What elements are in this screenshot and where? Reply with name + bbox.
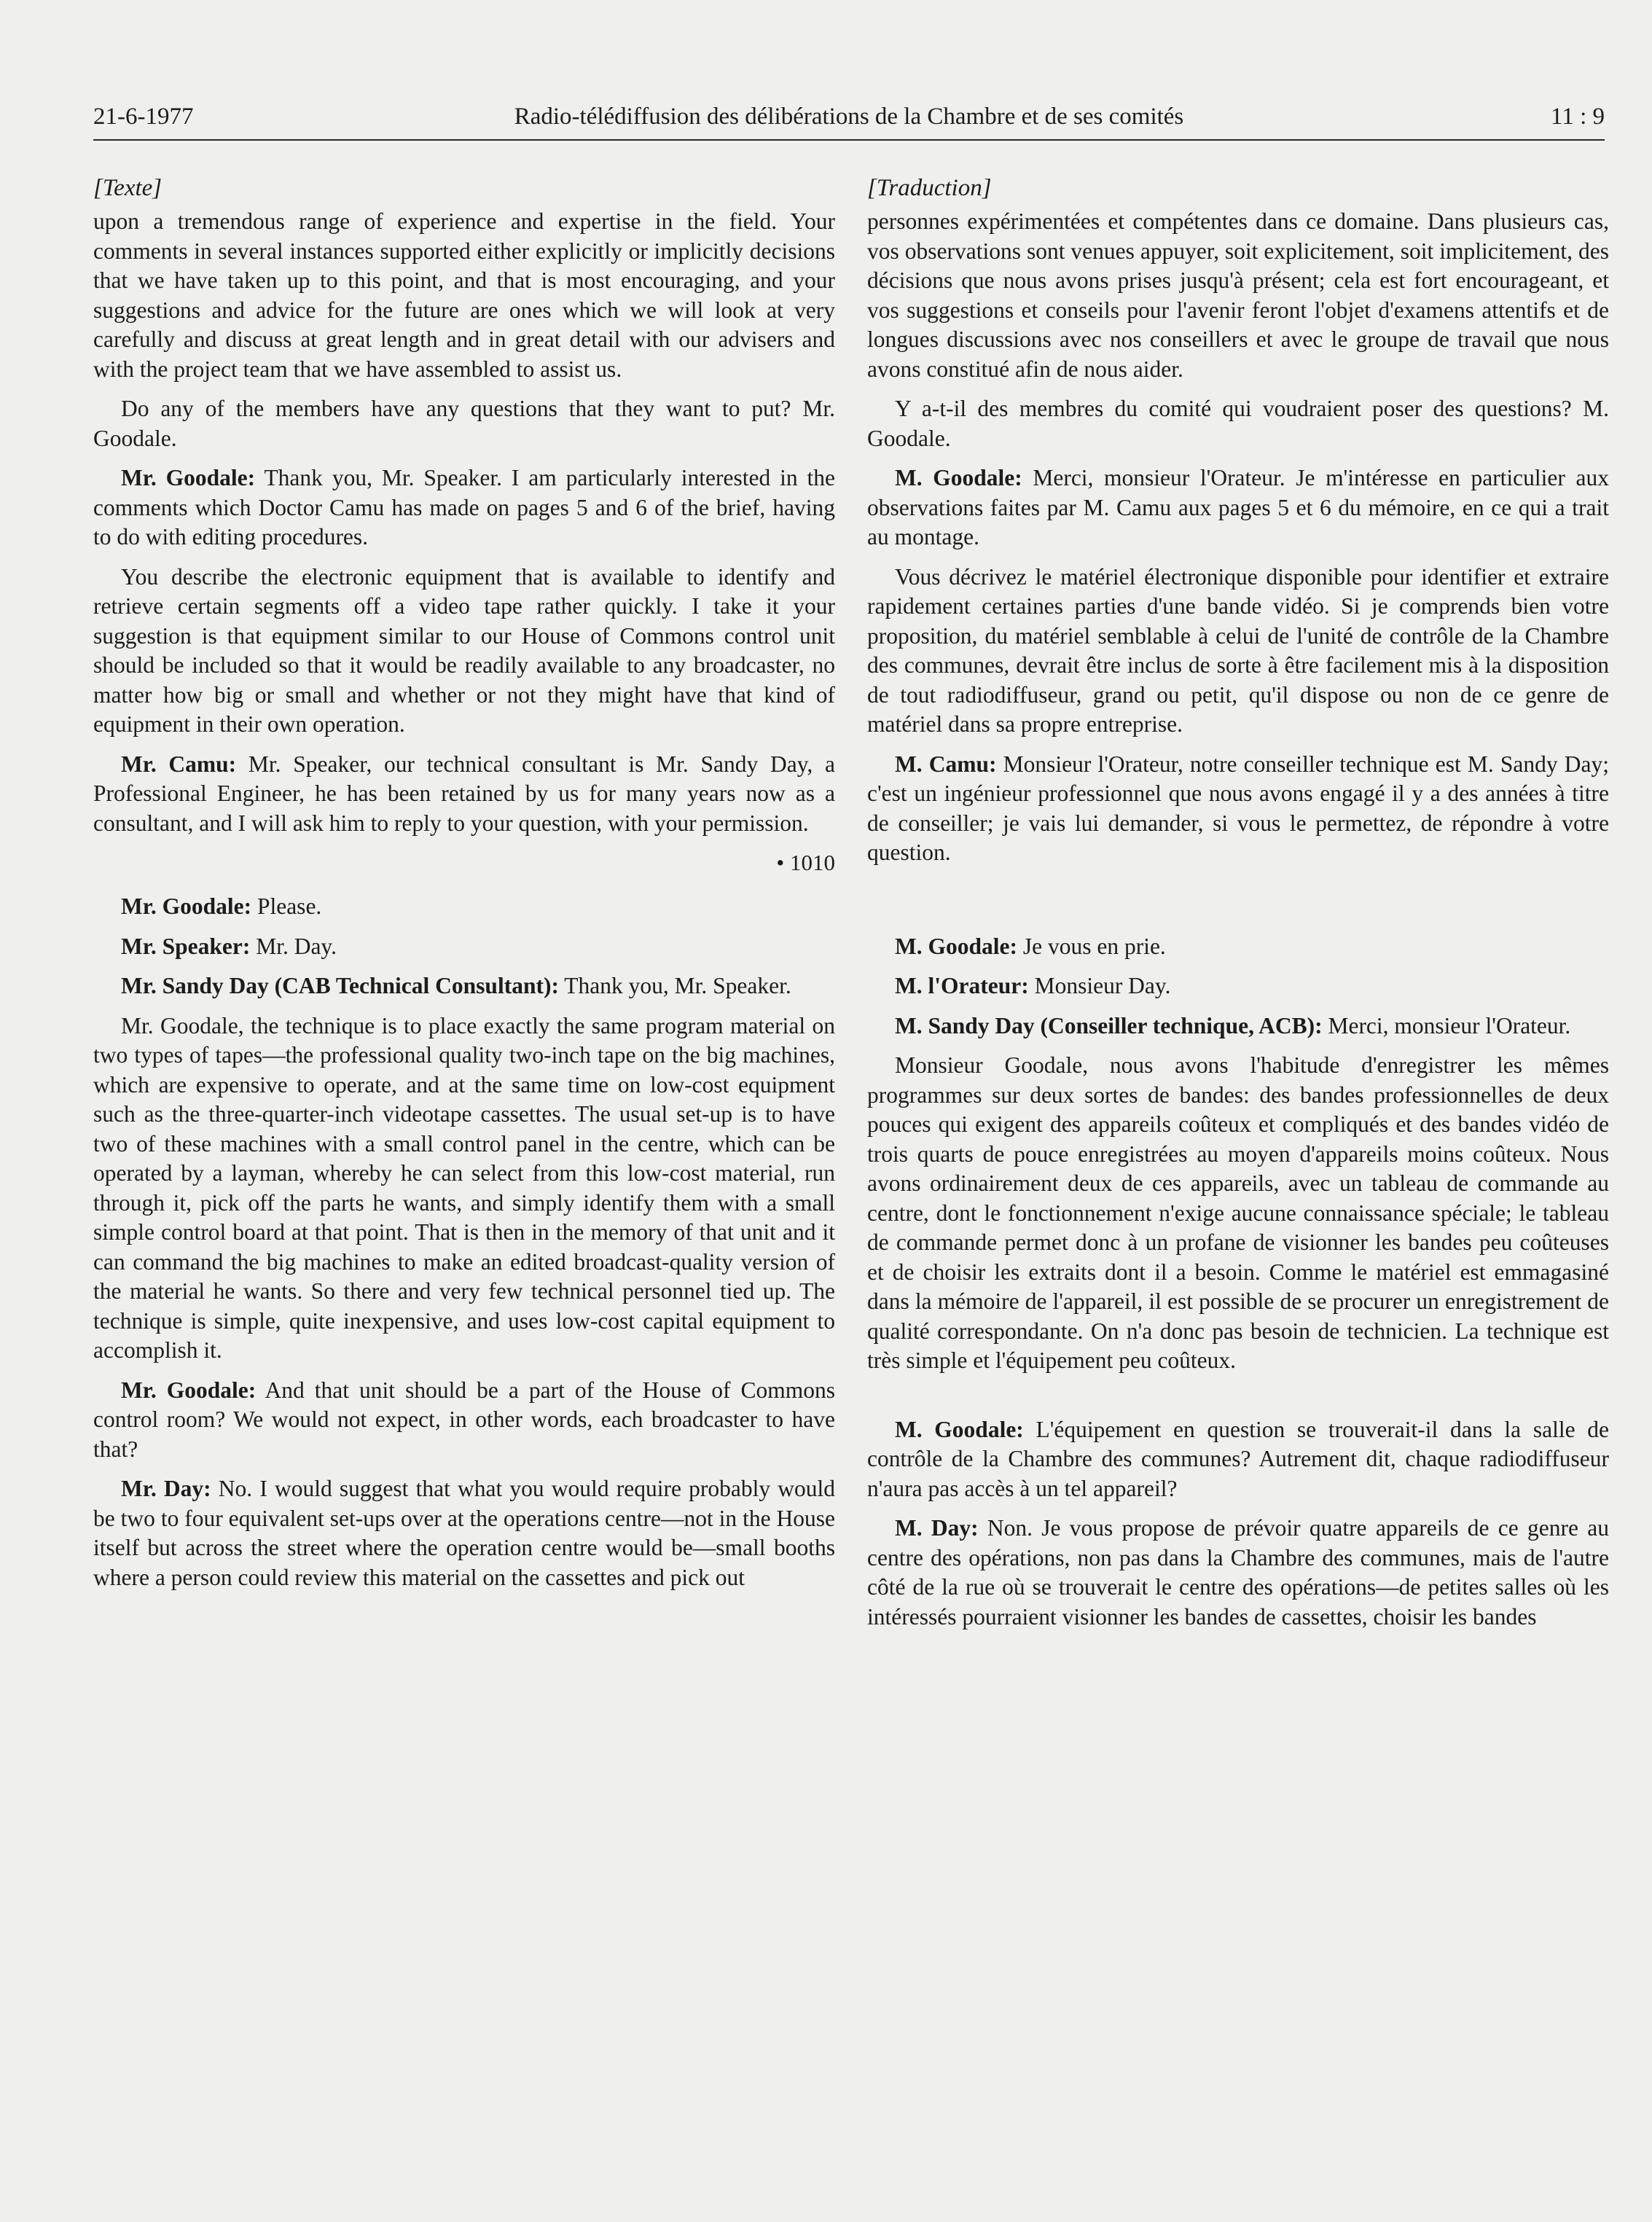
speech-text: Please.: [251, 893, 322, 919]
speaker-name: Mr. Goodale:: [121, 465, 256, 490]
speech-text: Je vous en prie.: [1017, 933, 1166, 959]
paragraph: upon a tremendous range of experience and expertise in the field. Your comments in several instances supported either explicitly or implicitly decisions that we have taken up to this point, and that is most encouraging, and your suggestions and advice for the future are ones which we will look at very carefully and discuss at great length and in great detail with our advisers and with the project team that we have assembled to assist us.: [93, 208, 835, 382]
english-column: [93, 173, 835, 1603]
paragraph: Do any of the members have any questions that they want to put? Mr. Goodale.: [93, 396, 835, 451]
speaker-paragraph: [93, 932, 835, 962]
speaker-paragraph: [867, 1415, 1609, 1504]
paragraph: Y a-t-il des membres du comité qui voudraient poser des questions? M. Goodale.: [867, 396, 1609, 451]
header-rule: [93, 139, 1605, 141]
speaker-name: M. Camu:: [895, 751, 997, 777]
header-date: 21-6-1977: [93, 103, 194, 130]
speaker-paragraph: [867, 750, 1609, 868]
speech-text: Merci, monsieur l'Orateur. Je m'intéresse en particulier aux observations faites par M. Camu aux pages 5 et 6 du mémoire, en ce qui a trait au montage.: [867, 465, 1609, 549]
speaker-paragraph: [93, 892, 835, 922]
speech-text: Merci, monsieur l'Orateur.: [1322, 1012, 1571, 1038]
speech-text: Mr. Day.: [250, 933, 337, 959]
speech-text: Thank you, Mr. Speaker.: [558, 973, 791, 998]
header-title: Radio-télédiffusion des délibérations de la Chambre et de ses comités: [514, 103, 1184, 130]
speaker-paragraph: [93, 1474, 835, 1592]
paragraph: You describe the electronic equipment that is available to identify and retrieve certain segments off a video tape rather quickly. I take it your suggestion is that equipment similar to our House of Commons control unit should be included so that it would be readily available to any broadcaster, no matter how big or small and whether or not they might have that kind of equipment in their own operation.: [93, 563, 835, 737]
speaker-name: M. Sandy Day (Conseiller technique, ACB):: [895, 1012, 1323, 1038]
speaker-name: Mr. Goodale:: [121, 1377, 257, 1403]
paragraph: Mr. Goodale, the technique is to place exactly the same program material on two types of tapes—the professional quality two-inch tape on the big machines, which are expensive to operate, and at the same time on low-cost equipment such as the three-quarter-inch videotape cassettes. The usual set-up is to have two of these machines with a small control panel in the centre, which can be operated by a layman, whereby he can select from this low-cost material, run through it, pick off the parts he wants, and simply identify them with a small simple control board at that point. That is then in the memory of that unit and it can command the big machines to make an edited broadcast-quality version of the material he wants. So there and very few technical personnel tied up. The technique is simple, quite inexpensive, and uses low-cost capital equipment to accomplish it.: [93, 1012, 835, 1363]
speaker-paragraph: [867, 971, 1609, 1001]
speaker-name: Mr. Goodale:: [121, 893, 252, 919]
speaker-name: Mr. Day:: [121, 1476, 211, 1501]
language-label-french: [Traduction]: [867, 175, 992, 201]
french-column: [867, 173, 1609, 1642]
speaker-paragraph: [867, 1514, 1609, 1632]
speaker-paragraph: [93, 463, 835, 552]
speech-text: Mr. Speaker, our technical consultant is Mr. Sandy Day, a Professional Engineer, he has been retained by us for many years now as a consultant, and I will ask him to reply to your question, with your permission.: [93, 751, 835, 836]
time-marker: • 1010: [776, 850, 835, 875]
paragraph: Monsieur Goodale, nous avons l'habitude d'enregistrer les mêmes programmes sur deux sortes de bandes: des bandes professionnelles de deux pouces qui exigent des appareils coûteux et compliqués et des bandes vidéo de trois quarts de pouce enregistrées au moyen d'appareils moins coûteux. Nous avons ordinairement deux de ces appareils, avec un tableau de commande au centre, dont le fonctionnement n'exige aucune connaissance spéciale; le tableau de commande permet donc à un profane de visionner les bandes peu coûteuses et de choisir les extraits dont il a besoin. Comme le matériel est emmagasiné dans la mémoire de l'appareil, il est possible de se procurer un enregistrement de qualité correspondante. On n'a donc pas besoin de technicien. La technique est très simple et l'équipement peu coûteux.: [867, 1052, 1609, 1373]
page-header: [93, 102, 1605, 140]
speech-text: No. I would suggest that what you would require probably would be two to four equivalent set-ups over at the operations centre—not in the House itself but across the street where the operation centre would be—small booths where a person could review this material on the cassettes and pick out: [93, 1476, 835, 1590]
spacer: [867, 878, 1609, 932]
speaker-paragraph: [867, 932, 1609, 962]
speaker-name: M. l'Orateur:: [895, 973, 1029, 998]
speech-text: And that unit should be a part of the House of Commons control room? We would not expect, in other words, each broadcaster to have that?: [93, 1377, 835, 1462]
speaker-name: Mr. Speaker:: [121, 933, 251, 959]
speaker-name: M. Day:: [895, 1515, 979, 1541]
speaker-name: M. Goodale:: [895, 933, 1017, 959]
speech-text: L'équipement en question se trouverait-il dans la salle de contrôle de la Chambre des communes? Autrement dit, chaque radiodiffuseur n'aura pas accès à un tel appareil?: [867, 1416, 1609, 1501]
spacer: [867, 1386, 1609, 1415]
speaker-name: Mr. Sandy Day (CAB Technical Consultant):: [121, 973, 559, 998]
speaker-paragraph: [867, 463, 1609, 552]
speaker-paragraph: [93, 750, 835, 839]
language-label-english: [Texte]: [93, 175, 163, 201]
speaker-name: Mr. Camu:: [121, 751, 237, 777]
paragraph: personnes expérimentées et compétentes dans ce domaine. Dans plusieurs cas, vos observations sont venues appuyer, soit explicitement, soit implicitement, des décisions que nous avons prises jusqu'à présent; cela est fort encourageant, et vos suggestions et conseils pour l'avenir feront l'objet d'examens attentifs et de longues discussions avec nos conseillers et avec le groupe de travail que nous avons constitué afin de nous aider.: [867, 208, 1609, 382]
header-page-number: 11 : 9: [1551, 103, 1605, 130]
speaker-name: M. Goodale:: [895, 1416, 1024, 1442]
speaker-paragraph: [867, 1012, 1609, 1041]
speaker-paragraph: [93, 971, 835, 1001]
speech-text: Thank you, Mr. Speaker. I am particularly interested in the comments which Doctor Camu has made on pages 5 and 6 of the brief, having to do with editing procedures.: [93, 465, 835, 549]
paragraph: Vous décrivez le matériel électronique disponible pour identifier et extraire rapidement certaines parties d'une bande vidéo. Si je comprends bien votre proposition, du matériel semblable à celui de l'unité de contrôle de la Chambre des communes, devrait être inclus de sorte à être facilement mis à la disposition de tout radiodiffuseur, grand ou petit, qu'il dispose ou non de ce genre de matériel dans sa propre entreprise.: [867, 563, 1609, 737]
speech-text: Monsieur l'Orateur, notre conseiller technique est M. Sandy Day; c'est un ingénieur professionnel que nous avons engagé il y a des années à titre de conseiller; je vais lui demander, si vous le permettez, de répondre à votre question.: [867, 751, 1609, 865]
speech-text: Monsieur Day.: [1028, 973, 1171, 998]
speaker-name: M. Goodale:: [895, 465, 1022, 490]
speaker-paragraph: [93, 1376, 835, 1465]
speech-text: Non. Je vous propose de prévoir quatre appareils de ce genre au centre des opérations, non pas dans la Chambre des communes, mais de l'autre côté de la rue où se trouverait le centre des opérations—de petites salles où les intéressés pourraient visionner les bandes de cassettes, choisir les bandes: [867, 1515, 1609, 1630]
